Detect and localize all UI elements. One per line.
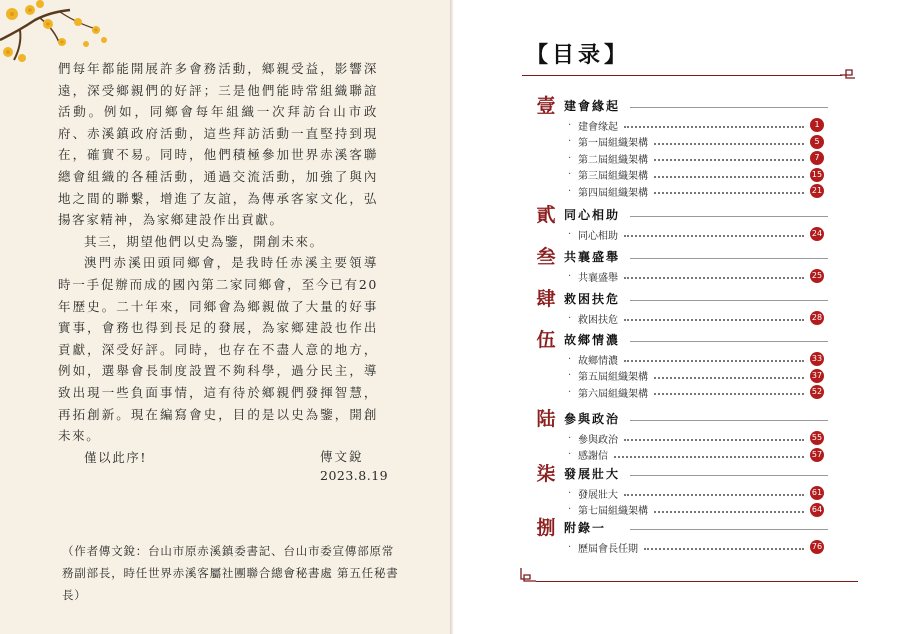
chapter-number: 柒 (536, 463, 556, 485)
toc-entry-label: 建會缘起 (578, 121, 618, 133)
bullet-icon: · (568, 432, 572, 444)
chapter-title[interactable]: 同心相助 (564, 208, 621, 222)
bottom-divider (536, 581, 858, 582)
toc-entry[interactable] (568, 311, 824, 325)
page-number-badge: 24 (810, 227, 824, 241)
toc-title: 【目录】 (526, 42, 631, 68)
toc-entry-label: 共襄盛舉 (578, 272, 618, 284)
dot-leader (624, 235, 804, 237)
toc-entry[interactable] (568, 168, 824, 182)
toc-entry-label: 第三屆組織架構 (578, 171, 648, 182)
toc-entry[interactable] (568, 503, 824, 517)
page-number-badge: 7 (810, 151, 824, 165)
bullet-icon: · (568, 312, 572, 324)
chapter-rule (630, 475, 828, 476)
fret-ornament-icon (840, 68, 856, 84)
bullet-icon: · (568, 541, 572, 553)
bullet-icon: · (568, 353, 572, 365)
page-number-badge: 33 (810, 352, 824, 366)
toc-entry-label: 同心相助 (578, 230, 618, 242)
bullet-icon: · (568, 228, 572, 240)
chapter-rule (630, 300, 828, 301)
preface-paragraph: 其三，期望他們以史為鑒，開創未來。 (84, 233, 324, 249)
chapter-rule (630, 341, 828, 342)
dot-leader (624, 277, 804, 279)
page-number-badge: 28 (810, 311, 824, 325)
toc-entry[interactable] (568, 352, 824, 366)
dot-leader (654, 393, 804, 395)
toc-entry[interactable] (568, 269, 824, 283)
chapter-number: 壹 (536, 95, 556, 117)
chapter-title[interactable]: 發展壯大 (564, 467, 621, 481)
toc-entry[interactable] (568, 184, 824, 198)
top-divider (522, 75, 842, 76)
dot-leader (654, 511, 804, 513)
bullet-icon: · (568, 169, 572, 180)
preface-text (58, 58, 378, 468)
chapter-number: 伍 (536, 329, 556, 351)
toc-entry-label: 參與政治 (578, 434, 618, 446)
chapter-title[interactable]: 故鄉情濃 (564, 333, 621, 347)
dot-leader (624, 319, 804, 321)
chapter-number: 陆 (536, 408, 556, 430)
bullet-icon: · (568, 185, 572, 197)
dot-leader (624, 494, 804, 496)
page-number-badge: 57 (810, 448, 824, 462)
page-number-badge: 15 (810, 168, 824, 182)
toc-entry[interactable] (568, 385, 824, 399)
bullet-icon: · (568, 504, 572, 515)
bullet-icon: · (568, 370, 572, 381)
page-number-badge: 21 (810, 184, 824, 198)
toc-entry-label: 第六屆組織架構 (578, 388, 648, 400)
dot-leader (624, 360, 804, 362)
toc-entry-label: 感謝信 (578, 451, 608, 462)
author-note-text: （作者傳文銳：台山市原赤溪鎮委書記、台山市委宣傳部原常務副部長，時任世界赤溪客屬社團聯合總會秘書處 第五任秘書長） (62, 544, 399, 602)
chapter-rule (630, 107, 828, 108)
toc-entry[interactable] (568, 118, 824, 132)
toc-entry[interactable] (568, 431, 824, 445)
right-page (454, 0, 900, 634)
bullet-icon: · (568, 152, 572, 164)
page-number-badge: 37 (810, 369, 824, 383)
page-number-badge: 52 (810, 385, 824, 399)
bullet-icon: · (568, 449, 572, 460)
signature-date: 2023.8.19 (320, 468, 389, 483)
toc-entry-label: 第二屆組織架構 (578, 154, 648, 166)
toc-entry-label: 第七屆組織架構 (578, 506, 648, 517)
bullet-icon: · (568, 386, 572, 398)
preface-paragraph: 澳門赤溪田頭同鄉會，是我時任赤溪主要領導時一手促辦而成的國內第二家同鄉會，至今已有20年歷史。二十年來，同鄉會為鄉親做了大量的好事實事，會務也得到長足的發展，為家鄉建設也作出貢獻，深受好評。同時，也存在不盡人意的地方，例如，選舉會長制度設置不夠科學，過分民主，導致出現一些負面事情，這有待於鄉親們發揮智慧，再拓創新。現在編寫會史，目的是以史為鑒，開創未來。 (58, 255, 378, 444)
fret-ornament-icon (520, 566, 536, 582)
page-number-badge: 1 (810, 118, 824, 132)
preface-paragraph: 們每年都能開展許多會務活動，鄉親受益，影響深遠，深受鄉親們的好評；三是他們能時常組織聯誼活動。例如，同鄉會每年組織一次拜訪台山市政府、赤溪鎮政府活動，這些拜訪活動一直堅持到現在，確實不易。同時，他們積極參加世界赤溪客聯總會組織的各種活動，通過交流活動，加強了與內地之間的聯繫，增進了友誼，為傳承客家文化，弘揚客家精神，為家鄉建設作出貢獻。 (58, 61, 378, 228)
chapter-number: 叁 (536, 246, 556, 268)
toc-entry-label: 救困扶危 (578, 314, 618, 326)
dot-leader (614, 456, 804, 458)
chapter-title[interactable]: 共襄盛舉 (564, 250, 621, 264)
bullet-icon: · (568, 119, 572, 131)
chapter-rule (630, 529, 828, 530)
toc-entry-label: 第五屆組織架構 (578, 372, 648, 383)
toc-entry-label: 第四屆組織架構 (578, 187, 648, 199)
dot-leader (654, 159, 804, 161)
page-number-badge: 61 (810, 486, 824, 500)
toc-entry[interactable] (568, 369, 824, 383)
toc-entry[interactable] (568, 151, 824, 165)
signature-name: 傳文銳 (320, 449, 364, 464)
chapter-title[interactable]: 建會緣起 (564, 99, 621, 113)
toc-entry-label: 故鄉情濃 (578, 355, 618, 367)
toc-entry[interactable] (568, 486, 824, 500)
dot-leader (654, 176, 804, 178)
dot-leader (654, 143, 804, 145)
bullet-icon: · (568, 487, 572, 499)
toc-entry[interactable] (568, 227, 824, 241)
chapter-number: 捌 (536, 517, 556, 539)
chapter-rule (630, 258, 828, 259)
dot-leader (654, 192, 804, 194)
page-number-badge: 5 (810, 135, 824, 149)
toc-entry-label: 歷屆會長任期 (578, 543, 638, 555)
toc-entry-label: 發展壯大 (578, 489, 618, 501)
toc-entry-label: 第一屆組織架構 (578, 138, 648, 149)
bullet-icon: · (568, 136, 572, 147)
toc-entry[interactable] (568, 135, 824, 149)
toc-entry[interactable] (568, 540, 824, 554)
dot-leader (654, 377, 804, 379)
preface-paragraph: 僅以此序! (84, 449, 148, 465)
dot-leader (624, 439, 804, 441)
chapter-title[interactable]: 附錄一 (564, 521, 607, 535)
chapter-title[interactable]: 參與政治 (564, 412, 621, 426)
page-number-badge: 25 (810, 269, 824, 283)
page-number-badge: 55 (810, 431, 824, 445)
page-number-badge: 76 (810, 540, 824, 554)
bullet-icon: · (568, 270, 572, 282)
page-number-badge: 64 (810, 503, 824, 517)
chapter-rule (630, 420, 828, 421)
author-note (62, 540, 402, 606)
chapter-number: 貳 (536, 204, 556, 226)
chapter-title[interactable]: 救困扶危 (564, 292, 621, 306)
toc-entry[interactable] (568, 448, 824, 462)
dot-leader (624, 126, 804, 128)
chapter-rule (630, 216, 828, 217)
chapter-number: 肆 (536, 288, 556, 310)
dot-leader (644, 548, 804, 550)
